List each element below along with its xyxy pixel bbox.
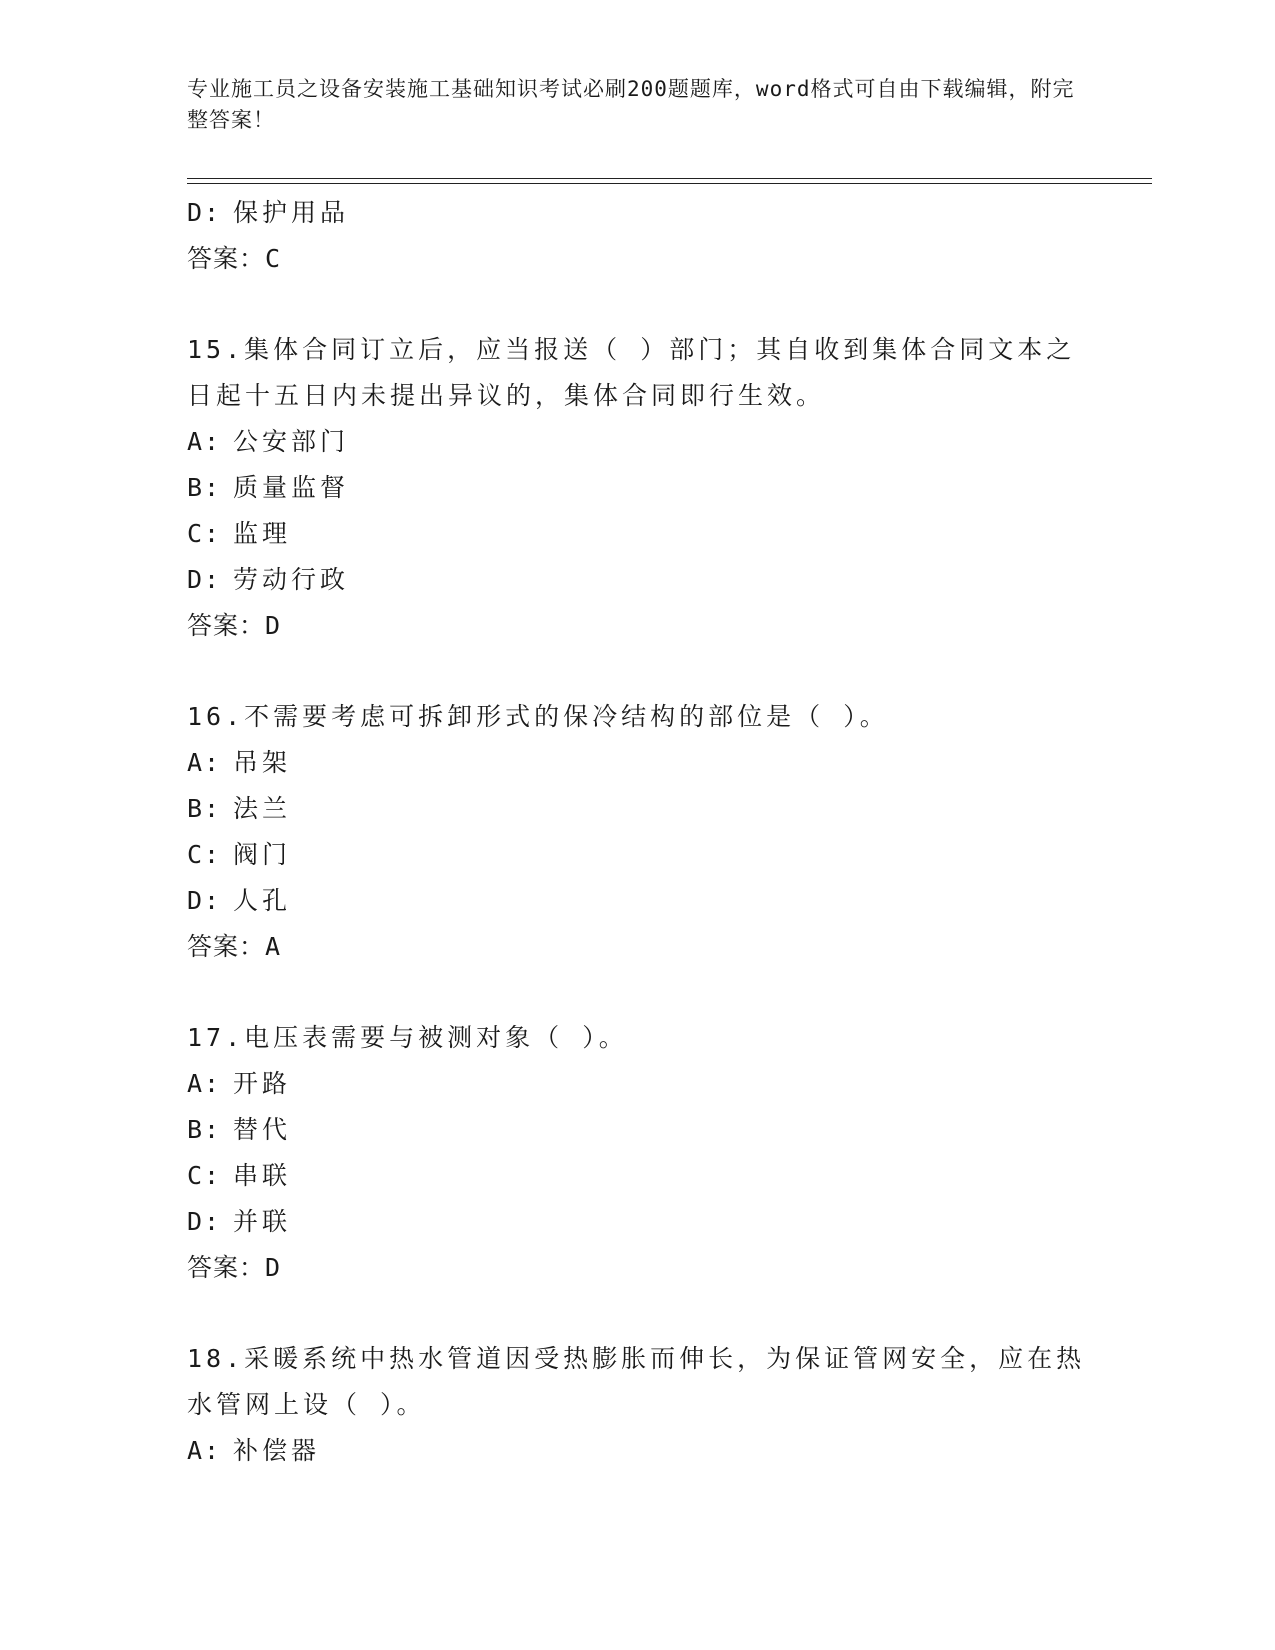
option-text: 替代 — [233, 1115, 292, 1144]
question-16-option-d — [187, 878, 1087, 924]
option-letter: B: — [187, 1115, 222, 1144]
question-15-option-c — [187, 511, 1087, 557]
question-15-answer: 答案：D — [187, 611, 282, 640]
prev-option-d — [187, 190, 1087, 236]
option-text: 串联 — [233, 1161, 292, 1190]
option-text: 监理 — [233, 519, 292, 548]
question-15-stem: 15.集体合同订立后，应当报送（ ）部门；其自收到集体合同文本之日起十五日内未提出异议的，集体合同即行生效。 — [187, 335, 1076, 410]
option-letter: A: — [187, 1436, 222, 1465]
option-text: 补偿器 — [233, 1436, 321, 1465]
option-letter: C: — [187, 840, 222, 869]
option-text: 阀门 — [233, 840, 292, 869]
option-text: 法兰 — [233, 794, 292, 823]
question-17-option-b — [187, 1107, 1087, 1153]
header-rule-bottom — [187, 183, 1152, 184]
question-17-option-d — [187, 1199, 1087, 1245]
question-18-option-a — [187, 1428, 1087, 1474]
option-letter: C: — [187, 519, 222, 548]
question-16-option-b — [187, 786, 1087, 832]
prev-answer: 答案：C — [187, 244, 282, 273]
option-letter: A: — [187, 427, 222, 456]
option-text: 人孔 — [233, 886, 292, 915]
question-17-answer: 答案：D — [187, 1253, 282, 1282]
option-text: 保护用品 — [233, 198, 350, 227]
header-title: 专业施工员之设备安装施工基础知识考试必刷200题题库，word格式可自由下载编辑，附完整答案！ — [187, 77, 1075, 132]
option-text: 劳动行政 — [233, 565, 350, 594]
option-text: 开路 — [233, 1069, 292, 1098]
option-letter: B: — [187, 473, 222, 502]
option-letter: C: — [187, 1161, 222, 1190]
option-letter: A: — [187, 748, 222, 777]
option-letter: D: — [187, 1207, 222, 1236]
question-16-option-c — [187, 832, 1087, 878]
question-16-stem: 16.不需要考虑可拆卸形式的保冷结构的部位是（ ）。 — [187, 702, 889, 731]
question-list — [187, 190, 1087, 1474]
question-15-option-a — [187, 419, 1087, 465]
document-header — [187, 74, 1087, 136]
option-text: 公安部门 — [233, 427, 350, 456]
option-letter: B: — [187, 794, 222, 823]
header-rule-top — [187, 178, 1152, 179]
question-18-stem: 18.采暖系统中热水管道因受热膨胀而伸长，为保证管网安全，应在热水管网上设（ ）。 — [187, 1344, 1086, 1419]
question-15-option-b — [187, 465, 1087, 511]
option-text: 质量监督 — [233, 473, 350, 502]
question-16-option-a — [187, 740, 1087, 786]
option-text: 并联 — [233, 1207, 292, 1236]
question-15-option-d — [187, 557, 1087, 603]
option-letter: D: — [187, 198, 222, 227]
question-17-stem: 17.电压表需要与被测对象（ ）。 — [187, 1023, 628, 1052]
option-letter: A: — [187, 1069, 222, 1098]
option-text: 吊架 — [233, 748, 292, 777]
question-16-answer: 答案：A — [187, 932, 282, 961]
question-17-option-a — [187, 1061, 1087, 1107]
option-letter: D: — [187, 565, 222, 594]
question-17-option-c — [187, 1153, 1087, 1199]
option-letter: D: — [187, 886, 222, 915]
